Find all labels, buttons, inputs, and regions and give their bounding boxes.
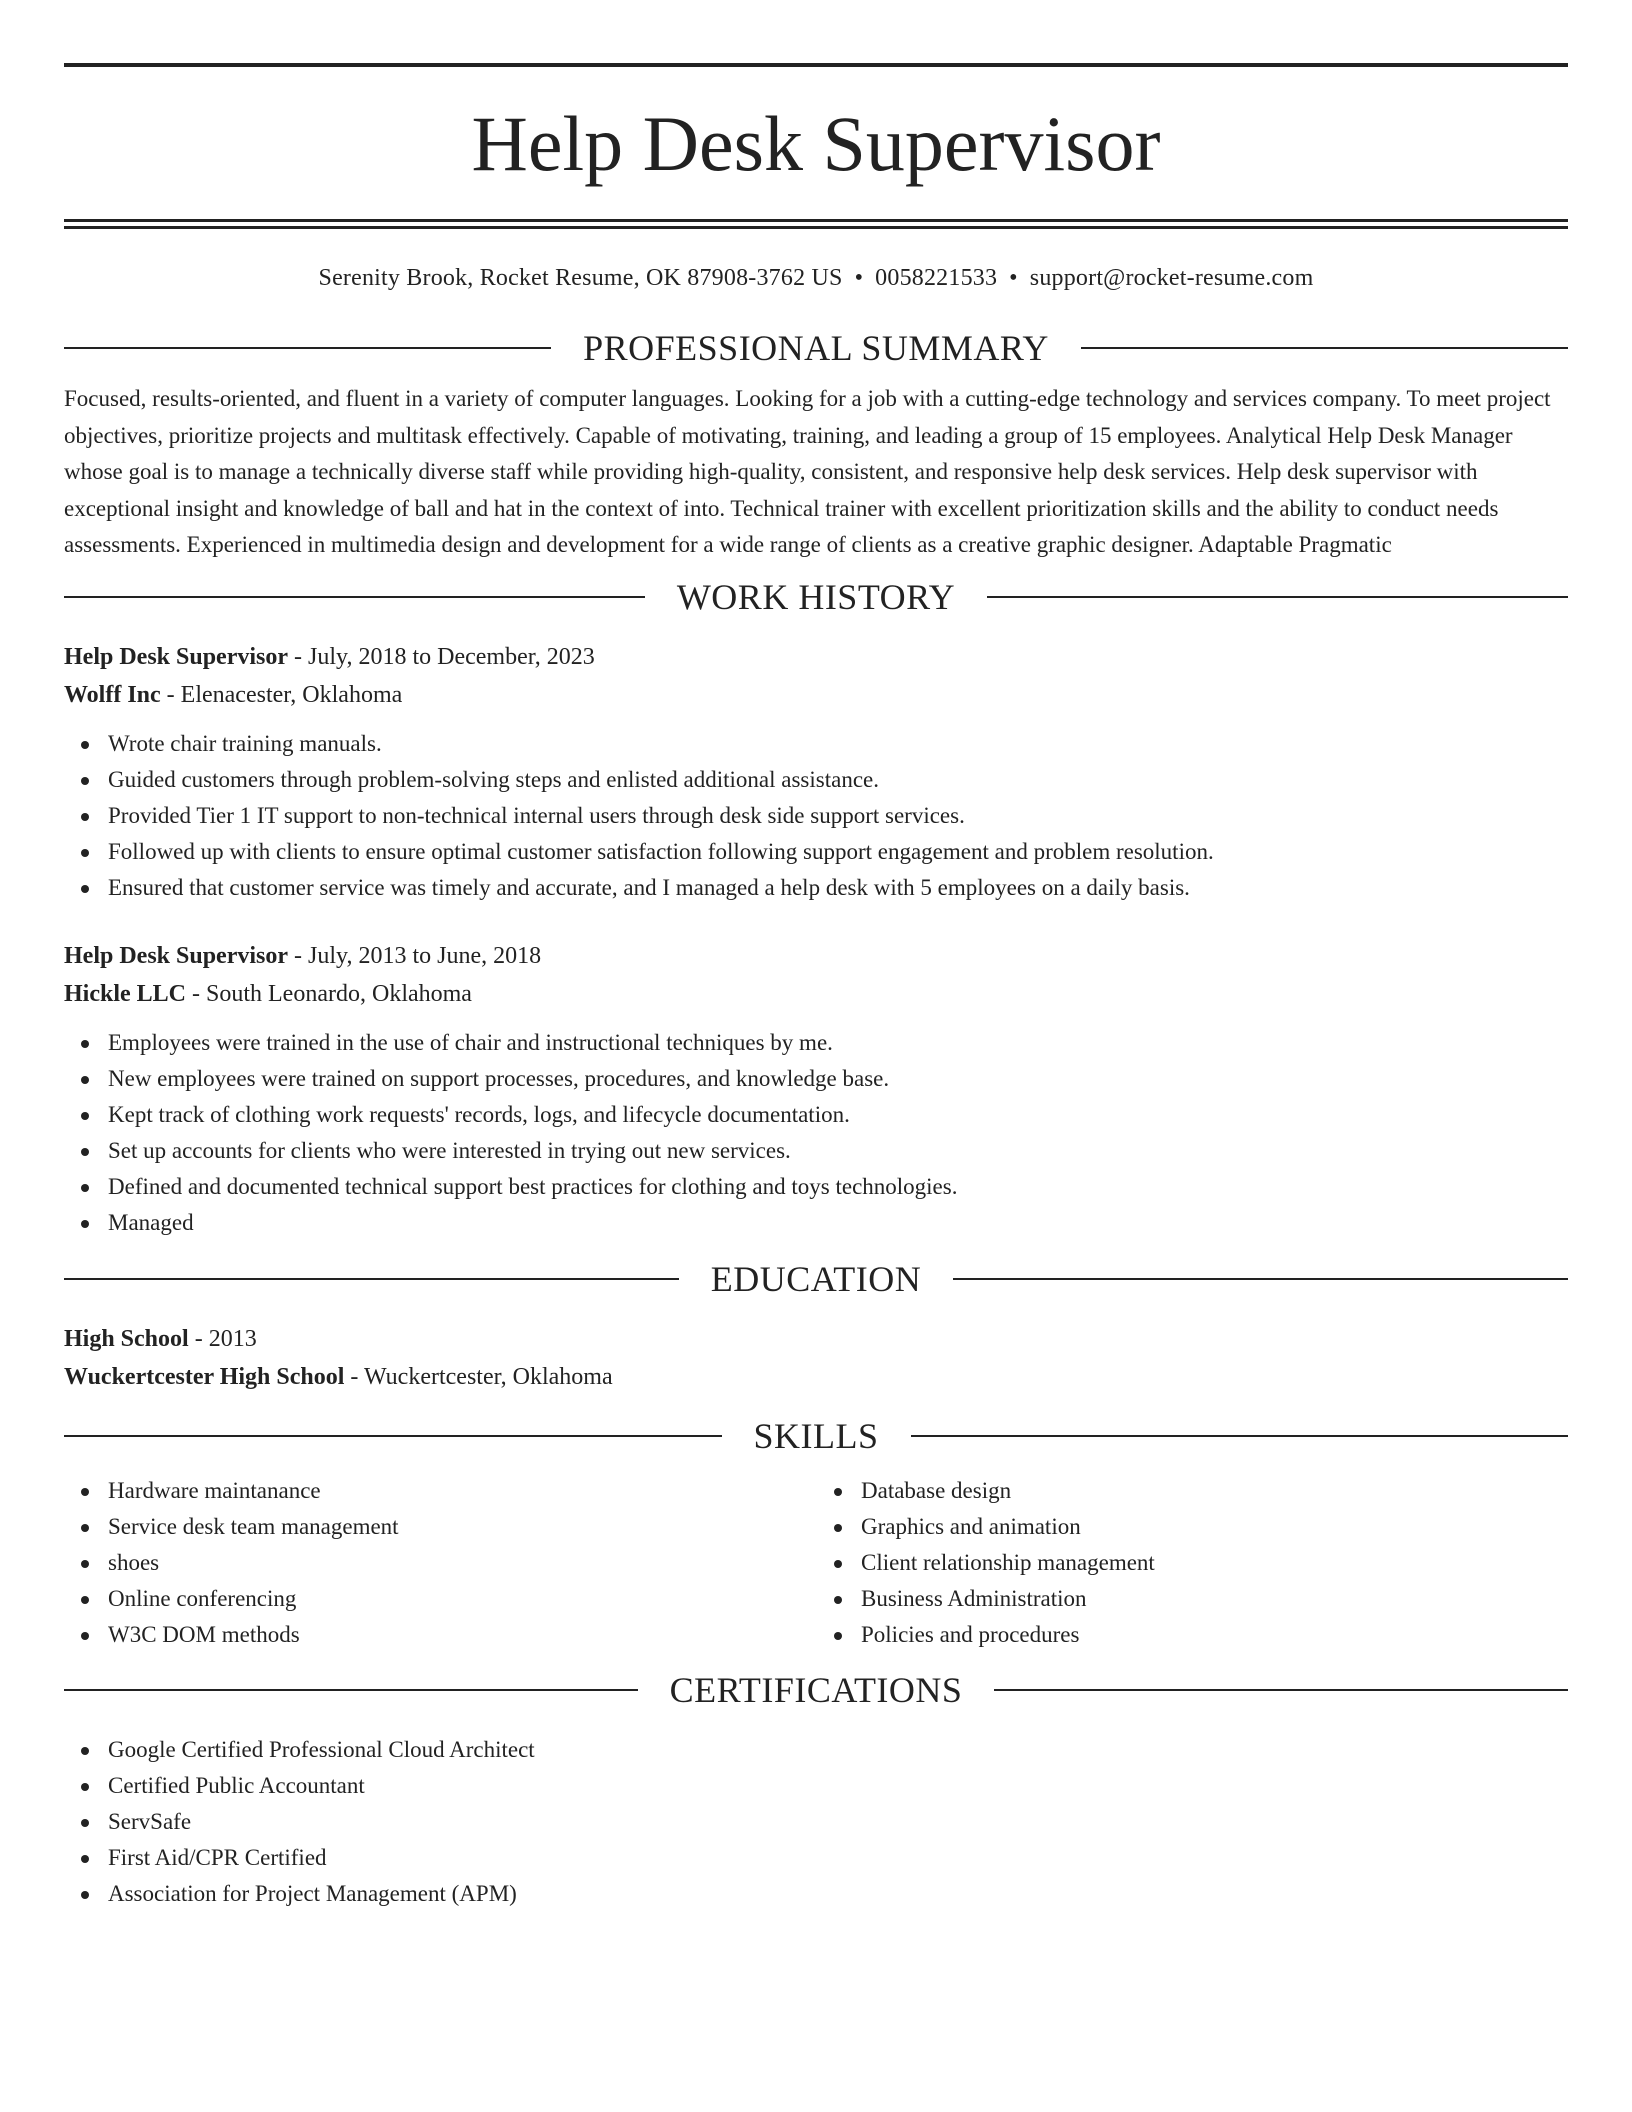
top-rule: [64, 63, 1568, 67]
company-name: Hickle LLC: [64, 980, 187, 1007]
skill-item: Service desk team management: [64, 1509, 815, 1545]
heading-rule-left: [64, 347, 551, 349]
education-entry: [64, 1320, 1568, 1396]
skills-heading-label: SKILLS: [753, 1415, 879, 1456]
skill-item: Policies and procedures: [817, 1617, 1568, 1653]
certification-item: Google Certified Professional Cloud Architect: [64, 1732, 1568, 1768]
contact-separator: •: [854, 265, 864, 291]
graduation-year: - 2013: [188, 1325, 257, 1352]
list-item: Employees were trained in the use of chair and instructional techniques by me.: [64, 1025, 1568, 1061]
heading-rule-right: [953, 1278, 1568, 1280]
certifications-heading-label: CERTIFICATIONS: [669, 1669, 963, 1710]
heading-rule-left: [64, 1689, 638, 1691]
title-double-rule: [64, 219, 1568, 229]
company-location: - Elenacester, Oklahoma: [160, 681, 403, 708]
list-item: Set up accounts for clients who were interested in trying out new services.: [64, 1133, 1568, 1169]
contact-phone: 0058221533: [875, 265, 998, 291]
summary-heading-label: PROFESSIONAL SUMMARY: [583, 328, 1049, 368]
page-title: Help Desk Supervisor: [471, 100, 1161, 187]
skill-item: Online conferencing: [64, 1581, 815, 1617]
company-line: [64, 975, 1568, 1013]
skill-item: Business Administration: [817, 1581, 1568, 1617]
summary-heading: [64, 328, 1568, 368]
school-line: [64, 1358, 1568, 1396]
company-location: - South Leonardo, Oklahoma: [186, 980, 472, 1007]
skill-item: Database design: [817, 1473, 1568, 1509]
certifications-list: [64, 1732, 1568, 1912]
skill-item: W3C DOM methods: [64, 1617, 815, 1653]
list-item: Followed up with clients to ensure optimal customer satisfaction following support engagement and problem resolution.: [64, 834, 1568, 870]
skill-item: Client relationship management: [817, 1545, 1568, 1581]
heading-rule-left: [64, 1435, 722, 1437]
skill-item: Graphics and animation: [817, 1509, 1568, 1545]
contact-separator: •: [1009, 265, 1018, 291]
contact-address: Serenity Brook, Rocket Resume, OK 87908-3762 US: [318, 265, 843, 291]
job-title-line: [64, 937, 1568, 975]
job-title-line: [64, 638, 1568, 676]
list-item: Defined and documented technical support best practices for clothing and toys technologies.: [64, 1169, 1568, 1205]
list-item: Managed: [64, 1205, 1568, 1241]
company-name: Wolff Inc: [64, 681, 161, 708]
school-name: Wuckertcester High School: [64, 1363, 345, 1390]
certification-item: ServSafe: [64, 1804, 1568, 1840]
job-role: Help Desk Supervisor: [64, 942, 289, 969]
list-item: New employees were trained on support processes, procedures, and knowledge base.: [64, 1061, 1568, 1097]
skills-list-right: [815, 1473, 1568, 1653]
skills-grid: [64, 1473, 1568, 1653]
heading-rule-left: [64, 596, 645, 598]
list-item: Wrote chair training manuals.: [64, 726, 1568, 762]
job-entry: [64, 937, 1568, 1241]
certification-item: Certified Public Accountant: [64, 1768, 1568, 1804]
work-history-heading-label: WORK HISTORY: [676, 576, 956, 617]
company-line: [64, 676, 1568, 714]
degree: High School: [64, 1325, 189, 1352]
school-location: - Wuckertcester, Oklahoma: [344, 1363, 613, 1390]
education-heading-label: EDUCATION: [710, 1258, 922, 1299]
heading-rule-right: [987, 596, 1568, 598]
education-heading: [64, 1259, 1568, 1299]
job-bullets: [64, 726, 1568, 906]
job-role: Help Desk Supervisor: [64, 643, 289, 670]
certification-item: First Aid/CPR Certified: [64, 1840, 1568, 1876]
work-history-heading: [64, 577, 1568, 617]
list-item: Provided Tier 1 IT support to non-technical internal users through desk side support services.: [64, 798, 1568, 834]
summary-text: Focused, results-oriented, and fluent in a variety of computer languages. Looking for a job with a cutting-edge technology and services company. To meet project objectives, prioritize projects and multitask effectively. Capable of motivating, training, and leading a group of 15 employees. Analytical Help Desk Manager whose goal is to manage a technically diverse staff while providing high-quality, consistent, and responsive help desk services. Help desk supervisor with exceptional insight and knowledge of ball and hat in the context of into. Technical trainer with excellent prioritization skills and the ability to conduct needs assessments. Experienced in multimedia design and development for a wide range of clients as a creative graphic designer. Adaptable Pragmatic: [64, 386, 1551, 557]
heading-rule-right: [911, 1435, 1569, 1437]
skill-item: shoes: [64, 1545, 815, 1581]
certifications-heading: [64, 1670, 1568, 1710]
skill-item: Hardware maintanance: [64, 1473, 815, 1509]
list-item: Ensured that customer service was timely and accurate, and I managed a help desk with 5 employees on a daily basis.: [64, 870, 1568, 906]
heading-rule-right: [1081, 347, 1568, 349]
heading-rule-right: [994, 1689, 1568, 1691]
heading-rule-left: [64, 1278, 679, 1280]
job-dates: - July, 2018 to December, 2023: [288, 643, 595, 670]
degree-line: [64, 1320, 1568, 1358]
skills-list-left: [64, 1473, 815, 1653]
skills-heading: [64, 1416, 1568, 1456]
job-bullets: [64, 1025, 1568, 1241]
job-dates: - July, 2013 to June, 2018: [288, 942, 542, 969]
contact-email: support@rocket-resume.com: [1029, 265, 1314, 291]
list-item: Kept track of clothing work requests' records, logs, and lifecycle documentation.: [64, 1097, 1568, 1133]
list-item: Guided customers through problem-solving steps and enlisted additional assistance.: [64, 762, 1568, 798]
job-entry: [64, 638, 1568, 906]
contact-line: [64, 263, 1568, 293]
certification-item: Association for Project Management (APM): [64, 1876, 1568, 1912]
